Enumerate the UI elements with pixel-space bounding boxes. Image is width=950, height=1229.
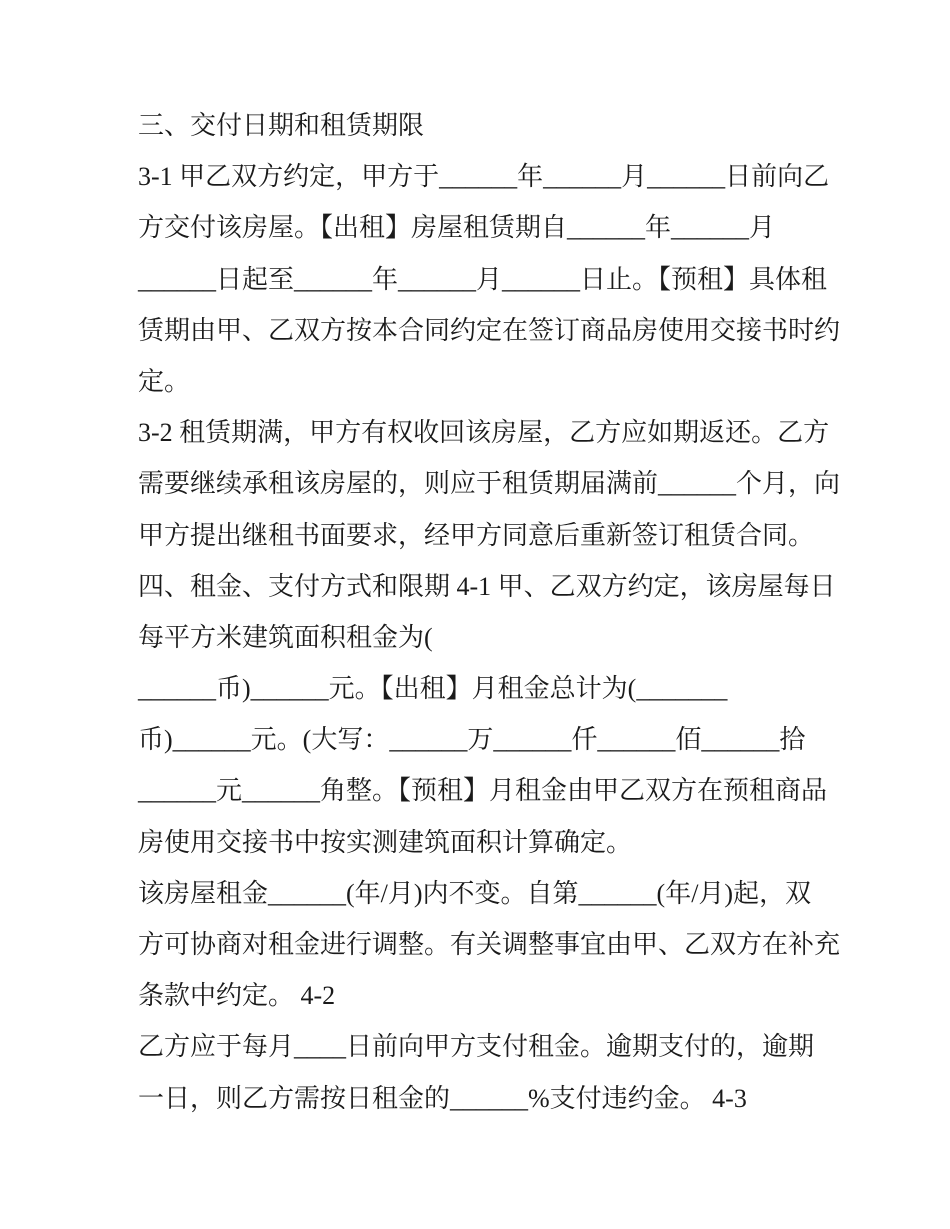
clause-3-1-line: 3-1 甲乙双方约定，甲方于______年______月______日前向乙: [138, 162, 830, 192]
clause-3-2-line: 3-2 租赁期满，甲方有权收回该房屋，乙方应如期返还。乙方: [138, 418, 830, 448]
clause-4-1-line: 条款中约定。 4-2: [138, 981, 336, 1011]
clause-3-2-line: 甲方提出继租书面要求，经甲方同意后重新签订租赁合同。: [138, 520, 815, 550]
clause-3-1-line: 赁期由甲、乙双方按本合同约定在签订商品房使用交接书时约: [138, 315, 841, 345]
section-4-heading-line: 四、租金、支付方式和限期 4-1 甲、乙双方约定，该房屋每日: [138, 571, 836, 601]
clause-4-1-line: 方可协商对租金进行调整。有关调整事宜由甲、乙双方在补充: [138, 930, 841, 959]
clause-4-2-line: 一日，则乙方需按日租金的______%支付违约金。 4-3: [138, 1083, 747, 1113]
clause-4-2-line: 乙方应于每月____日前向甲方支付租金。逾期支付的，逾期: [138, 1032, 815, 1062]
clause-3-1-line: 方交付该房屋。【出租】房屋租赁期自______年______月: [138, 213, 776, 243]
clause-3-1-line: ______日起至______年______月______日止。【预租】具体租: [138, 264, 828, 294]
clause-3-1-line: 定。: [138, 366, 191, 396]
clause-4-1-line: 每平方米建筑面积租金为(: [138, 622, 433, 652]
clause-4-1-line: ______元______角整。【预租】月租金由甲乙双方在预租商品: [138, 776, 828, 806]
clause-3-2-line: 需要继续承租该房屋的，则应于租赁期届满前______个月，向: [138, 469, 841, 499]
clause-4-1-line: 币)______元。(大写：______万______仟______佰______拾: [138, 725, 806, 755]
section-3-heading: 三、交付日期和租赁期限: [138, 111, 425, 140]
clause-4-1-line: 该房屋租金______(年/月)内不变。自第______(年/月)起，双: [138, 878, 812, 908]
contract-document-page: [138, 100, 853, 1124]
clause-4-1-line: 房使用交接书中按实测建筑面积计算确定。: [138, 827, 633, 857]
clause-4-1-line: ______币)______元。【出租】月租金总计为(_______: [138, 674, 728, 704]
